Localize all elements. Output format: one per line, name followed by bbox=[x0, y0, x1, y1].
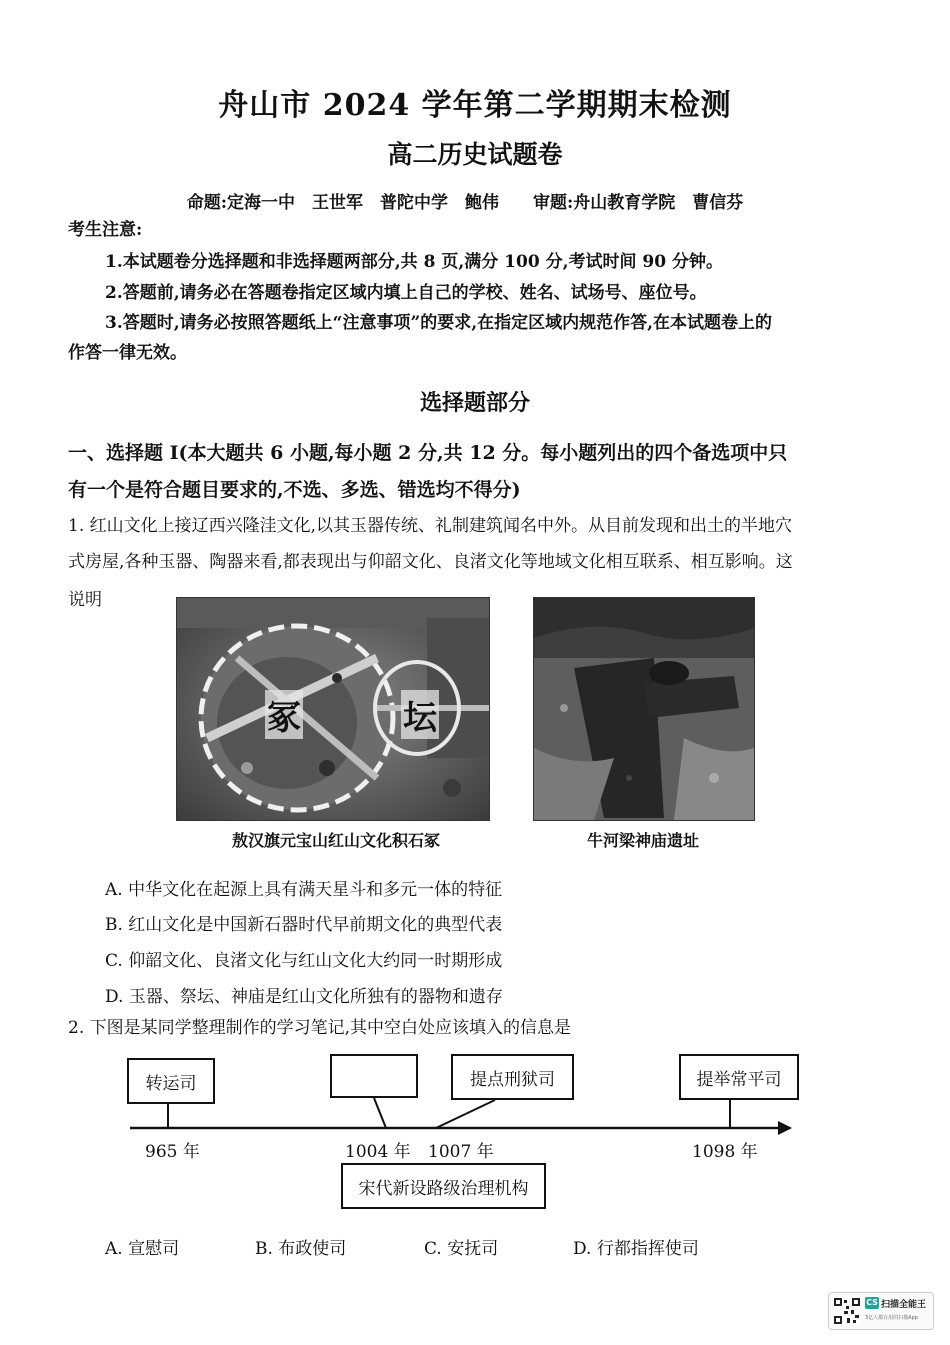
notice-item-3: 3.答题时,请务必按照答题纸上“注意事项”的要求,在指定区域内规范作答,在本试题卷上的 bbox=[105, 313, 773, 333]
image1-caption: 敖汉旗元宝山红山文化积石冢 bbox=[231, 831, 440, 850]
temple-site-photo bbox=[533, 597, 755, 821]
year-1004: 1004 年 bbox=[345, 1142, 411, 1162]
section-instruction-line2: 有一个是符合题目要求的,不选、多选、错选均不得分) bbox=[68, 479, 521, 501]
temple-site-illustration bbox=[534, 598, 754, 820]
timeline-caption-box: 宋代新设路级治理机构 bbox=[341, 1163, 546, 1209]
q1-option-a[interactable]: A. 中华文化在起源上具有满天星斗和多元一体的特征 bbox=[105, 880, 503, 900]
q1-stem-line2: 式房屋,各种玉器、陶器来看,都表现出与仰韶文化、良渚文化等地域文化相互联系、相互影响。这 bbox=[68, 552, 793, 572]
q1-stem-line3: 说明 bbox=[68, 590, 102, 610]
authors-line: 命题:定海一中 王世军 普陀中学 鲍伟 审题:舟山教育学院 曹信芬 bbox=[186, 193, 744, 213]
camscanner-logo-icon: CS bbox=[866, 1298, 878, 1307]
exam-title: 舟山市 2024 学年第二学期期末检测 bbox=[218, 88, 732, 123]
section-instruction-line1: 一、选择题 I(本大题共 6 小题,每小题 2 分,共 12 分。每小题列出的四个备选项中只 bbox=[68, 442, 788, 464]
notice-item-3-cont: 作答一律无效。 bbox=[68, 343, 187, 363]
qr-code-icon bbox=[833, 1297, 861, 1325]
q2-option-b[interactable]: B. 布政使司 bbox=[255, 1239, 347, 1259]
exam-subtitle: 高二历史试题卷 bbox=[387, 140, 563, 169]
image2-caption: 牛河梁神庙遗址 bbox=[586, 831, 699, 850]
altar-label: 坛 bbox=[401, 690, 439, 739]
q2-stem: 2. 下图是某同学整理制作的学习笔记,其中空白处应该填入的信息是 bbox=[68, 1018, 572, 1038]
year-1098: 1098 年 bbox=[692, 1142, 758, 1162]
q1-stem-line1: 1. 红山文化上接辽西兴隆洼文化,以其玉器传统、礼制建筑闻名中外。从目前发现和出土的半地穴 bbox=[68, 516, 793, 536]
scanner-watermark bbox=[828, 1292, 934, 1330]
year-965: 965 年 bbox=[145, 1142, 200, 1162]
q2-option-d[interactable]: D. 行都指挥使司 bbox=[573, 1239, 699, 1259]
q1-option-d[interactable]: D. 玉器、祭坛、神庙是红山文化所独有的器物和遗存 bbox=[105, 987, 503, 1007]
q1-option-c[interactable]: C. 仰韶文化、良渚文化与红山文化大约同一时期形成 bbox=[105, 951, 503, 971]
section-title: 选择题部分 bbox=[419, 390, 530, 416]
stone-tomb-illustration bbox=[177, 598, 489, 820]
box2-connector bbox=[374, 1098, 386, 1128]
timeline-box-4: 提举常平司 bbox=[679, 1054, 799, 1100]
stone-tomb-photo bbox=[176, 597, 490, 821]
timeline-box-1: 转运司 bbox=[127, 1058, 215, 1104]
q2-option-c[interactable]: C. 安抚司 bbox=[424, 1239, 499, 1259]
tomb-label: 冢 bbox=[265, 690, 303, 739]
q1-option-b[interactable]: B. 红山文化是中国新石器时代早前期文化的典型代表 bbox=[105, 915, 503, 935]
q2-option-a[interactable]: A. 宣慰司 bbox=[105, 1239, 180, 1259]
badge-subtitle: 3亿人都在用的扫描App bbox=[865, 1315, 918, 1321]
box3-connector bbox=[436, 1100, 495, 1128]
timeline-box-3: 提点刑狱司 bbox=[451, 1054, 574, 1100]
year-1007: 1007 年 bbox=[428, 1142, 494, 1162]
notice-item-2: 2.答题前,请务必在答题卷指定区域内填上自己的学校、姓名、试场号、座位号。 bbox=[105, 283, 707, 303]
badge-title: 扫描全能王 bbox=[881, 1300, 927, 1310]
timeline-arrow bbox=[778, 1121, 792, 1135]
notice-item-1: 1.本试题卷分选择题和非选择题两部分,共 8 页,满分 100 分,考试时间 90 分钟。 bbox=[105, 252, 723, 272]
notice-heading: 考生注意: bbox=[68, 220, 143, 240]
timeline-box-blank[interactable] bbox=[330, 1054, 418, 1098]
